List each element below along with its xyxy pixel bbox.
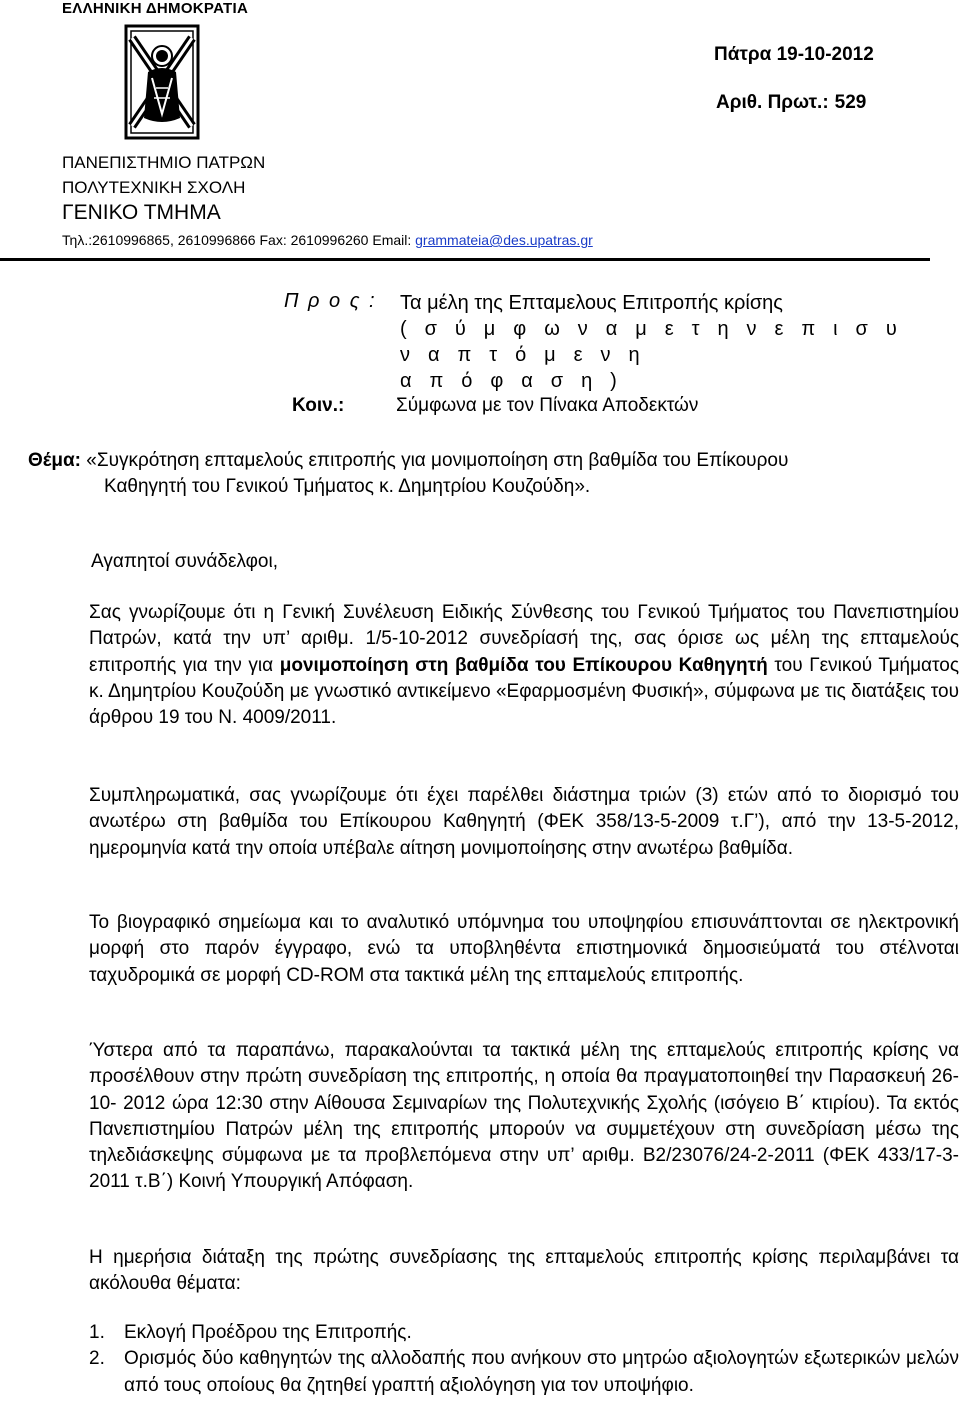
seal-icon — [118, 18, 206, 148]
department-name: ΓΕΝΙΚΟ ΤΜΗΜΑ — [62, 201, 221, 224]
protocol-label: Αριθ. Πρωτ.: — [716, 92, 829, 113]
contact-phones: Τηλ.:2610996865, 2610996866 Fax: 2610996260 Email: — [62, 232, 416, 248]
greeting: Αγαπητοί συνάδελφοι, — [91, 551, 278, 572]
recipients-label: Π ρ ο ς : — [284, 290, 377, 312]
agenda-item-text: Ορισμός δύο καθηγητών της αλλοδαπής που ανήκουν στο μητρώο αξιολογητών εξωτερικών μελών από τους οποίους θα ζητηθεί γραπτή αξιολόγηση για τον υποψήφιο. — [124, 1348, 959, 1396]
contact-line — [62, 232, 593, 248]
country-header: ΕΛΛΗΝΙΚΗ ΔΗΜΟΚΡΑΤΙΑ — [62, 0, 249, 17]
paragraph-2: Συμπληρωματικά, σας γνωρίζουμε ότι έχει παρέλθει διάστημα τριών (3) ετών από το διορισμό του ανωτέρω στη βαθμίδα του Επίκουρου Καθηγητή (ΦΕΚ 358/13-5-2009 τ.Γ’), από την 13-5-2012, ημερομηνία κατά την οποία υπέβαλε αίτηση μονιμοποίησης στην ανωτέρω βαθμίδα. — [89, 785, 959, 859]
paragraph-4: Ύστερα από τα παραπάνω, παρακαλούνται τα τακτικά μέλη της επταμελούς επιτροπής κρίσης να προσέλθουν στην πρώτη συνεδρίαση της επιτροπής, η οποία θα πραγματοποιηθεί την Παρασκευή 26-10- 2012 ώρα 12:30 στην Αίθουσα Σεμιναρίων της Πολυτεχνικής Σχολής (ισόγειο Β΄ κτιρίου). Τα εκτός Πανεπιστημίου Πατρών μέλη της επιτροπής μπορούν να συμμετέχουν στη συνεδρίαση μέσω της τηλεδιάσκεψης σύμφωνα με τα προβλεπόμενα στην υπ’ αριθμ. Β2/23076/24-2-2011 (ΦΕΚ 433/17-3-2011 τ.Β΄) Κοινή Υπουργική Απόφαση. — [89, 1040, 959, 1193]
subject — [28, 448, 960, 500]
cc-text: Σύμφωνα με τον Πίνακα Αποδεκτών — [396, 395, 699, 416]
school-name: ΠΟΛΥΤΕΧΝΙΚΗ ΣΧΟΛΗ — [62, 178, 246, 197]
header-divider — [0, 258, 930, 261]
university-seal-logo — [118, 18, 206, 148]
agenda-item — [89, 1346, 959, 1399]
recipients-line-3: α π ό φ α σ η ) — [400, 370, 624, 392]
agenda-list — [89, 1320, 959, 1399]
recipients-text — [400, 290, 930, 394]
paragraph-1 — [89, 600, 959, 731]
paragraph-1-bold: μονιμοποίηση στη βαθμίδα του Επίκουρου Καθηγητή — [279, 654, 768, 676]
paragraph-3: Το βιογραφικό σημείωμα και το αναλυτικό υπόμνημα του υποψηφίου επισυνάπτονται σε ηλεκτρονική μορφή στο παρόν έγγραφο, ενώ τα υποβληθέντα επιστημονικά δημοσιεύματά του στέλνοται ταχυδρομικά σε μορφή CD-ROM στα τακτικά μέλη της επταμελούς επιτροπής. — [89, 912, 959, 986]
protocol-value: 529 — [834, 92, 867, 113]
document-date: Πάτρα 19-10-2012 — [714, 44, 874, 65]
subject-label: Θέμα: — [28, 450, 81, 471]
agenda-item-number: 1. — [89, 1322, 105, 1343]
agenda-item-number: 2. — [89, 1348, 105, 1370]
paragraph-1-text-a: Σας γνωρίζουμε ότι η Γενική Συνέλευση Ειδικής Σύνθεσης του Γενικού Τμήματος του Πανεπιστημίου Πατρών, κατά την υπ’ αριθμ. 1/5-10-2012 συνεδρίασή της, σας όρισε ως μέλη της επταμελούς επιτροπής για την για — [89, 602, 959, 676]
protocol-number — [716, 92, 866, 114]
subject-line-2: Καθηγητή του Γενικού Τμήματος κ. Δημητρίου Κουζούδη». — [104, 476, 591, 497]
agenda-item — [89, 1320, 959, 1346]
subject-line-1: «Συγκρότηση επταμελούς επιτροπής για μονιμοποίηση στη βαθμίδα του Επίκουρου — [86, 450, 789, 471]
recipients-line-2: ( σ ύ μ φ ω ν α μ ε τ η ν ε π ι σ υ ν α π τ ό μ ε ν η — [400, 318, 903, 366]
university-name: ΠΑΝΕΠΙΣΤΗΜΙΟ ΠΑΤΡΩΝ — [62, 153, 266, 172]
email-link[interactable]: grammateia@des.upatras.gr — [415, 232, 593, 248]
paragraph-5: Η ημερήσια διάταξη της πρώτης συνεδρίασης της επταμελούς επιτροπής κρίσης περιλαμβάνει τα ακόλουθα θέματα: — [89, 1247, 959, 1295]
agenda-item-text: Εκλογή Προέδρου της Επιτροπής. — [124, 1322, 412, 1343]
cc-label: Κοιν.: — [292, 395, 345, 416]
recipients-line-1: Τα μέλη της Επταμελους Επιτροπής κρίσης — [400, 292, 783, 314]
paragraph-1-text-b: του Γενικού Τμήματος κ. Δημητρίου Κουζούδη με γνωστικό αντικείμενο «Εφαρμοσμένη Φυσική», σύμφωνα με τις διατάξεις του άρθρου 19 του Ν. 4009/2011. — [89, 654, 959, 729]
